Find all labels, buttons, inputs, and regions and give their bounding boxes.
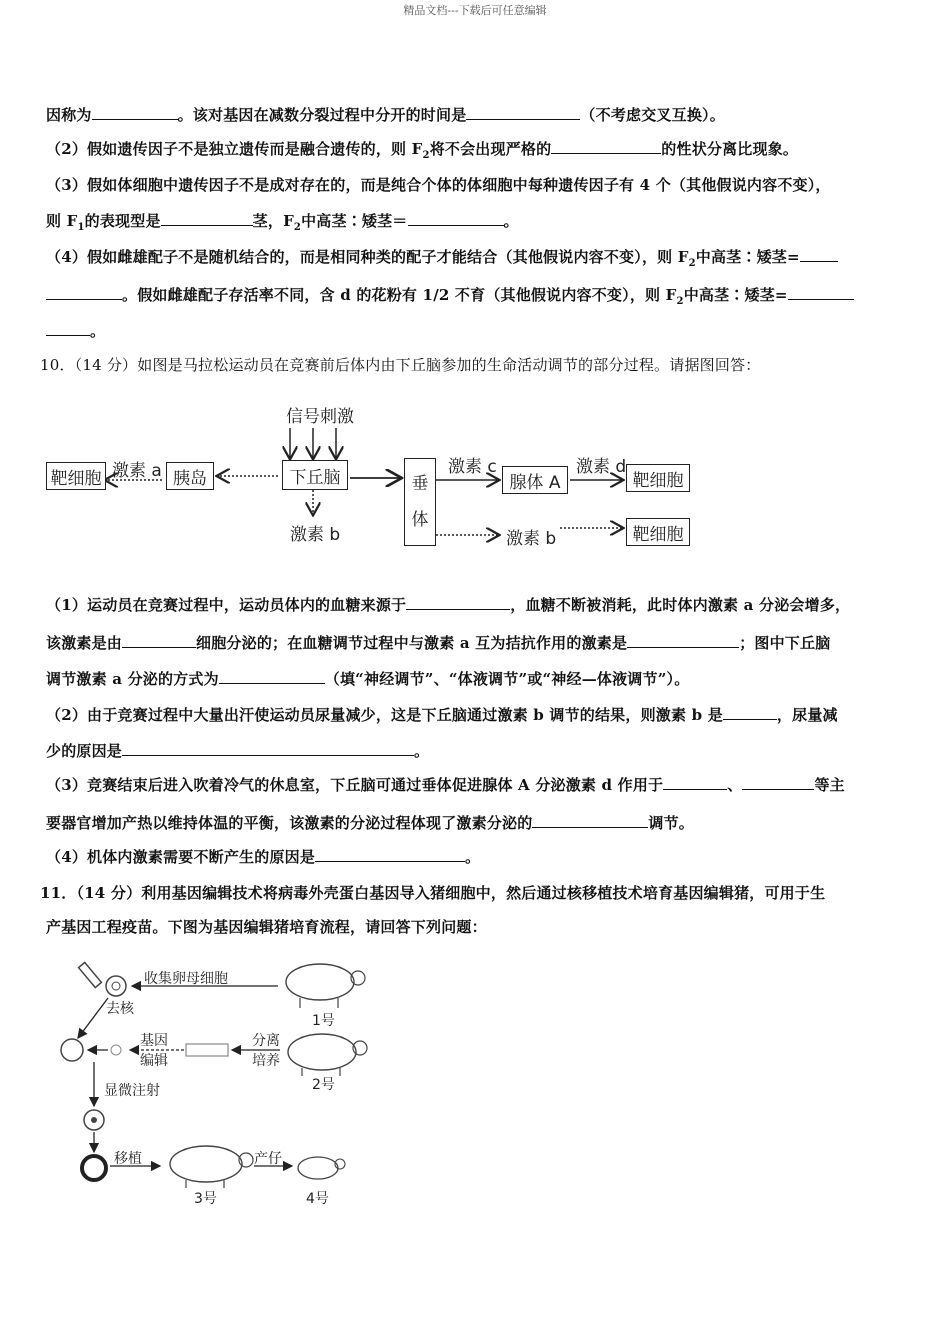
text: （1）运动员在竞赛过程中，运动员体内的血糖来源于 [46, 596, 407, 614]
text: （3）竞赛结束后进入吹着冷气的休息室，下丘脑可通过垂体促进腺体 A 分泌激素 d 作用于 [46, 776, 664, 794]
text: 该激素是由 [46, 634, 123, 652]
text: （填“神经调节”、“体液调节”或“神经—体液调节”）。 [324, 670, 690, 688]
text: 。 [414, 742, 430, 760]
culture-dish-icon [186, 1044, 228, 1056]
text: 等主 [814, 776, 845, 794]
text: 的性状分离比现象。 [661, 140, 799, 158]
text: ，尿量减 [776, 706, 838, 724]
text: 细胞分泌的；在血糖调节过程中与激素 a 互为拮抗作用的激素是 [196, 634, 628, 652]
culture-label: 培养 [252, 1053, 280, 1069]
pig-1-icon [286, 964, 365, 1008]
subscript: 2 [676, 296, 684, 307]
text: 中高茎∶矮茎= [695, 248, 800, 266]
text: 因称为 [46, 106, 92, 124]
text: 的表现型是 [84, 212, 161, 230]
text: 11．（14 分）利用基因编辑技术将病毒外壳蛋白基因导入猪细胞中，然后通过核移植技术培育基因编辑猪，可用于生 [40, 884, 826, 902]
text: 调节激素 a 分泌的方式为 [46, 670, 219, 688]
blastocyst-icon [82, 1156, 106, 1180]
text: 中高茎∶矮茎＝ [301, 212, 408, 230]
birth-label: 产仔 [254, 1151, 282, 1167]
hormone-d-label: 激素 d [576, 457, 627, 477]
signal-stimulus-label: 信号刺激 [286, 407, 354, 427]
text: （不考虑交叉互换）。 [580, 106, 725, 124]
pancreatic-islet-box: 胰岛 [166, 462, 214, 490]
pituitary-box: 垂 体 [404, 458, 436, 546]
text: 调节。 [648, 814, 695, 832]
text: 茎，F [252, 212, 294, 230]
pig-4-label: 4号 [306, 1191, 329, 1207]
text: 。该对基因在减数分裂过程中分开的时间是 [177, 106, 467, 124]
hormone-b-label-1: 激素 b [290, 525, 341, 545]
pig-3-label: 3号 [194, 1191, 217, 1207]
text: ；图中下丘脑 [739, 634, 831, 652]
text: 产基因工程疫苗。下图为基因编辑猪培育流程，请回答下列问题： [46, 918, 487, 936]
pig-2-label: 2号 [312, 1077, 335, 1093]
text: 。 [90, 322, 106, 340]
text: 10．（14 分）如图是马拉松运动员在竞赛前后体内由下丘脑参加的生命活动调节的部分过程。请据图回答： [40, 356, 761, 374]
text: 。 [503, 212, 519, 230]
gene-label: 基因 [140, 1033, 168, 1049]
hormone-c-label: 激素 c [448, 457, 497, 477]
text: （2）假如遗传因子不是独立遗传而是融合遗传的，则 F [46, 140, 423, 158]
microinjection-label: 显微注射 [104, 1083, 160, 1099]
subscript: 1 [77, 222, 85, 233]
edited-cell-icon [111, 1045, 121, 1055]
hormone-a-label: 激素 a [112, 461, 162, 481]
subscript: 2 [422, 150, 430, 161]
enucleate-label: 去核 [106, 1001, 134, 1017]
target-cell-box-2: 靶细胞 [626, 464, 690, 492]
hormone-b-label-2: 激素 b [506, 529, 557, 549]
text: （4）假如雌雄配子不是随机结合的，而是相同种类的配子才能结合（其他假说内容不变），则 F [46, 248, 689, 266]
hypothalamus-box: 下丘脑 [282, 460, 348, 490]
pig-4-icon [298, 1157, 345, 1179]
pig-3-icon [170, 1146, 253, 1188]
text: （4）机体内激素需要不断产生的原因是 [46, 848, 316, 866]
text: 中高茎∶矮茎= [683, 286, 788, 304]
text: （2）由于竞赛过程中大量出汗使运动员尿量减少，这是下丘脑通过激素 b 调节的结果，则激素 b 是 [46, 706, 723, 724]
collect-oocyte-label: 收集卵母细胞 [144, 971, 228, 987]
pig-1-label: 1号 [312, 1013, 335, 1029]
target-cell-box-1: 靶细胞 [46, 462, 106, 490]
text: 则 F [46, 212, 78, 230]
text: 要器官增加产热以维持体温的平衡，该激素的分泌过程体现了激素分泌的 [46, 814, 533, 832]
oocyte-icon [61, 1039, 83, 1061]
edit-label: 编辑 [140, 1053, 168, 1069]
target-cell-box-3: 靶细胞 [626, 518, 690, 546]
text: 。 [465, 848, 481, 866]
text: 。假如雌雄配子存活率不同，含 d 的花粉有 1/2 不育（其他假说内容不变），则 F [122, 286, 677, 304]
subscript: 2 [688, 258, 696, 269]
gland-a-box: 腺体 A [502, 466, 568, 494]
pig-2-icon [288, 1034, 367, 1076]
enucleation-icon [79, 962, 126, 996]
page-header: 精品文档---下载后可任意编辑 [403, 4, 547, 17]
text: 少的原因是 [46, 742, 123, 760]
subscript: 2 [293, 222, 302, 233]
transplant-label: 移植 [114, 1151, 142, 1167]
text: （3）假如体细胞中遗传因子不是成对存在的，而是纯合个体的体细胞中每种遗传因子有 4 个（其他假说内容不变）， [46, 176, 831, 194]
separate-label: 分离 [252, 1033, 280, 1049]
text: ，血糖不断被消耗，此时体内激素 a 分泌会增多， [510, 596, 851, 614]
text: 将不会出现严格的 [429, 140, 552, 158]
text: 、 [727, 776, 743, 794]
